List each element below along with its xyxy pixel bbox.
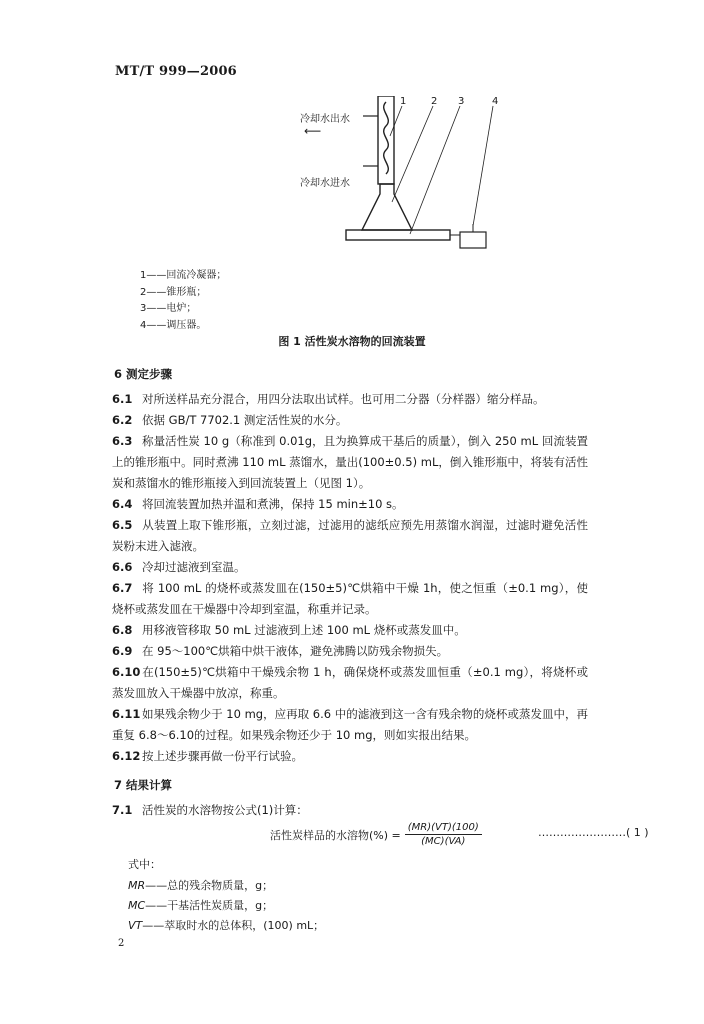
formula-fraction xyxy=(405,822,482,847)
water-out-label: 冷却水出水 xyxy=(300,114,350,125)
electric-furnace xyxy=(346,230,450,240)
step-6-2: 6.2 依据 GB/T 7702.1 测定活性炭的水分。 xyxy=(112,413,348,427)
legend-item-1: 1——回流冷凝器； xyxy=(140,270,227,281)
formula-numerator: (MR)(VT)(100) xyxy=(405,822,482,835)
figure-caption: 图 1 活性炭水溶物的回流装置 xyxy=(278,335,426,348)
var-vt: VT——萃取时水的总体积，(100) mL； xyxy=(128,919,325,932)
step-6-7: 6.7 将 100 mL 的烧杯或蒸发皿在(150±5)℃烘箱中干燥 1h，使之恒重（±0.1 mg），使烧杯或蒸发皿在干燥器中冷却到室温，称重并记录。 xyxy=(112,581,588,616)
step-6-10: 6.10 在(150±5)℃烘箱中干燥残余物 1 h，确保烧杯或蒸发皿恒重（±0.1 mg），将烧杯或蒸发皿放入干燥器中放凉，称重。 xyxy=(112,665,588,700)
condenser-outer xyxy=(378,96,394,184)
callout-1: 1 xyxy=(400,96,407,107)
conical-flask xyxy=(362,184,412,230)
formula-label: ……………………( 1 ) xyxy=(538,826,649,839)
step-6-3: 6.3 称量活性炭 10 g（称准到 0.01g，且为换算成干基后的质量），倒入 250 mL 回流装置上的锥形瓶中。同时煮沸 110 mL 蒸馏水，量出(100±0.5) mL，倒入锥形瓶中，将装有活性炭和蒸馏水的锥形瓶接入到回流装置上（见图 1）。 xyxy=(112,434,588,490)
section-7-title: 7 结果计算 xyxy=(114,778,173,792)
step-6-4: 6.4 将回流装置加热并温和煮沸，保持 15 min±10 s。 xyxy=(112,497,404,511)
step-6-9: 6.9 在 95～100℃烘箱中烘干液体，避免沸腾以防残余物损失。 xyxy=(112,644,449,658)
where-label: 式中： xyxy=(128,858,161,871)
arrow-left-icon: ⟵ xyxy=(304,124,322,138)
step-6-1: 6.1 对所送样品充分混合，用四分法取出试样。也可用二分器（分样器）缩分样品。 xyxy=(112,392,545,406)
step-6-8: 6.8 用移液管移取 50 mL 过滤液到上述 100 mL 烧杯或蒸发皿中。 xyxy=(112,623,466,637)
reflux-apparatus-figure xyxy=(290,96,520,260)
callout-4: 4 xyxy=(492,96,499,107)
page-number: 2 xyxy=(118,938,125,949)
callout-3: 3 xyxy=(458,96,465,107)
water-in-label: 冷却水进水 xyxy=(300,178,350,189)
var-mr: MR——总的残余物质量，g； xyxy=(128,879,274,892)
condenser-coil xyxy=(384,102,389,174)
legend-item-3: 3——电炉； xyxy=(140,303,197,314)
step-7-1: 7.1 活性炭的水溶物按公式(1)计算： xyxy=(112,803,308,817)
step-6-5: 6.5 从装置上取下锥形瓶，立刻过滤，过滤用的滤纸应预先用蒸馏水润湿，过滤时避免活性炭粉末进入滤液。 xyxy=(112,518,588,553)
step-6-11: 6.11 如果残余物少于 10 mg，应再取 6.6 中的滤液到这一含有残余物的烧杯或蒸发皿中，再重复 6.8～6.10的过程。如果残余物还少于 10 mg，则如实报出结果。 xyxy=(112,707,588,742)
callout-2: 2 xyxy=(431,96,438,107)
step-6-12: 6.12 按上述步骤再做一份平行试验。 xyxy=(112,749,303,763)
formula-lhs: 活性炭样品的水溶物(%) = xyxy=(270,828,401,842)
var-mc: MC——干基活性炭质量，g； xyxy=(128,899,274,912)
section-6-title: 6 测定步骤 xyxy=(114,367,173,381)
legend-item-2: 2——锥形瓶； xyxy=(140,287,207,298)
legend-item-4: 4——调压器。 xyxy=(140,320,207,331)
voltage-regulator xyxy=(460,232,486,248)
formula-1 xyxy=(270,822,482,847)
document-number: MT/T 999—2006 xyxy=(115,64,237,79)
step-6-6: 6.6 冷却过滤液到室温。 xyxy=(112,560,246,574)
formula-denominator: (MC)(VA) xyxy=(421,836,466,847)
